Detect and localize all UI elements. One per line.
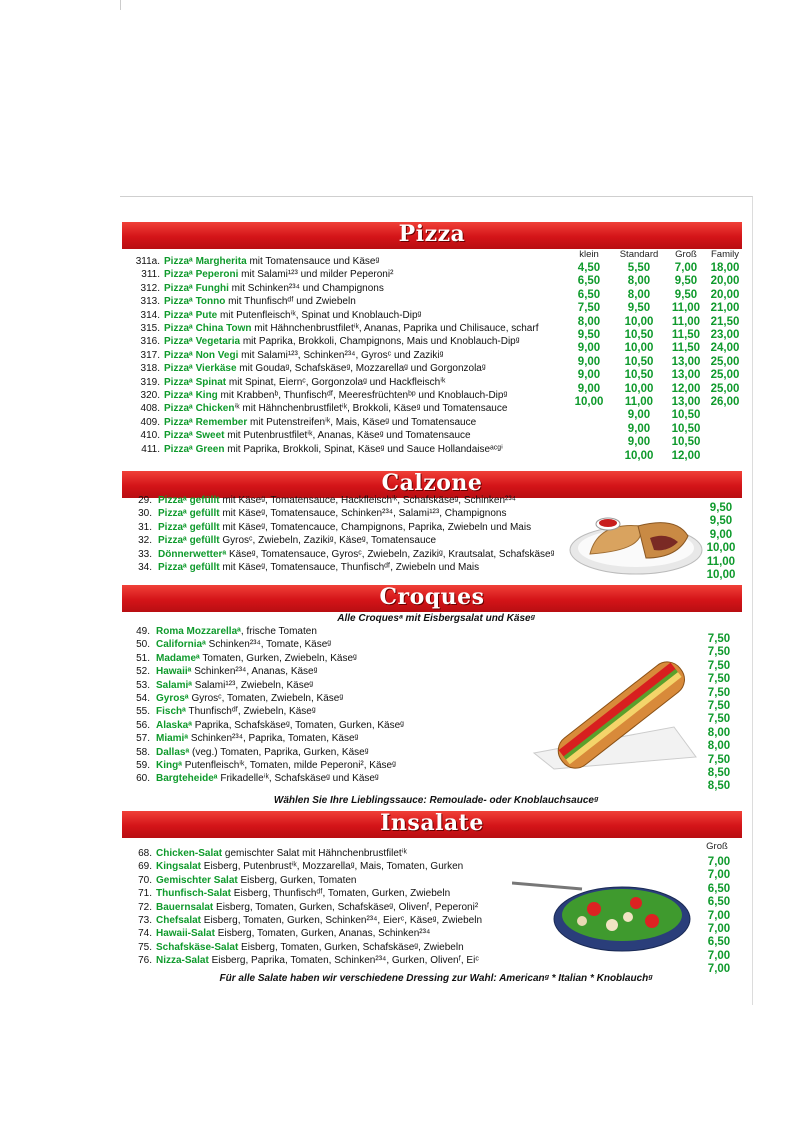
salad-photo xyxy=(512,859,692,953)
item-price: 7,50 xyxy=(707,686,731,699)
item-description: Tomaten, Gurken, Zwiebeln, Käseᵍ xyxy=(199,652,357,664)
item-number: 411. xyxy=(141,443,160,455)
item-name: Dönnerwetterᵃ xyxy=(158,548,227,560)
item-name: Pizzaᵃ gefüllt xyxy=(158,521,220,533)
croques-item xyxy=(120,625,740,639)
item-name: Gemischter Salat xyxy=(156,874,238,886)
item-price: 26,00 xyxy=(710,396,740,408)
item-price: 7,50 xyxy=(707,646,731,659)
item-number: 311a. xyxy=(135,256,160,267)
item-price: 20,00 xyxy=(710,288,740,301)
item-price: 7,00 xyxy=(707,949,731,962)
item-price: 25,00 xyxy=(710,355,740,368)
item-description: mit Putenfleischⁱᵏ, Spinat und Knoblauch-Dipᵍ xyxy=(217,309,422,321)
item-price: 6,50 xyxy=(707,896,731,909)
item-name: Hawaiiᵃ xyxy=(156,666,192,678)
item-name: Kingᵃ xyxy=(156,760,182,771)
item-price: 11,00 xyxy=(624,396,654,408)
item-name: Dallasᵃ xyxy=(156,746,190,758)
item-number: 55. xyxy=(136,706,150,718)
item-number: 69. xyxy=(138,861,152,873)
item-description: mit Käseᵍ, Tomatensauce, Hackfleischⁱᵏ, Schafskäseᵍ, Schinken²³⁴ xyxy=(219,495,516,506)
item-number: 319. xyxy=(140,376,160,388)
item-name: Nizza-Salat xyxy=(156,955,209,967)
item-number: 53. xyxy=(136,679,150,691)
item-description: Eisberg, Paprika, Tomaten, Schinken²³⁴, Gurken, Olivenᶠ, Eiᶜ xyxy=(208,955,479,967)
item-number: 32. xyxy=(138,535,152,547)
insalate-header xyxy=(122,811,742,838)
item-price: 6,50 xyxy=(707,936,731,949)
item-price: 10,50 xyxy=(624,355,654,368)
item-description: mit Hähnchenbrustfiletⁱᵏ, Ananas, Paprika und Chilisauce, scharf xyxy=(251,323,539,334)
croques-item xyxy=(120,638,740,652)
item-price: 13,00 xyxy=(671,369,701,382)
item-price: 13,00 xyxy=(671,396,701,408)
item-price: 7,50 xyxy=(707,713,731,726)
item-price: 7,50 xyxy=(707,700,731,712)
item-name: Pizzaᵃ gefüllt xyxy=(158,562,220,573)
item-price: 10,00 xyxy=(624,382,654,395)
item-price: 4,50 xyxy=(577,262,601,274)
item-price: 7,00 xyxy=(707,963,731,976)
insalate-item xyxy=(120,954,740,968)
item-description: mit Tomatensauce und Käseᵍ xyxy=(246,256,380,267)
item-price: 9,00 xyxy=(627,409,651,422)
item-name: Pizzaᵃ Tonno xyxy=(164,296,226,308)
item-number: 49. xyxy=(136,626,150,637)
item-price: 10,50 xyxy=(671,436,701,449)
croques-note-top: Alle Croquesᵃ mit Eisbergsalat und Käseᵍ xyxy=(337,613,535,624)
item-price: 7,00 xyxy=(707,856,731,868)
col-gross-salad: Groß xyxy=(706,841,728,852)
item-description: Paprika, Schafskäseᵍ, Tomaten, Gurken, Käseᵍ xyxy=(192,719,404,731)
item-price: 9,50 xyxy=(577,329,601,341)
item-price: 5,50 xyxy=(627,262,651,274)
item-description: Eisberg, Tomaten, Gurken, Schinken²³⁴, Eierᶜ, Käseᵍ, Zwiebeln xyxy=(201,915,483,926)
col-standard: Standard xyxy=(619,249,659,260)
item-price: 11,50 xyxy=(671,329,701,341)
item-price: 9,00 xyxy=(577,369,601,382)
item-price: 6,50 xyxy=(577,288,601,301)
item-number: 408. xyxy=(140,403,160,415)
item-description: mit Paprika, Brokkoli, Spinat, Käseᵍ und Sauce Hollandaiseᵃᶜᵍⁱ xyxy=(224,443,503,455)
item-price: 9,50 xyxy=(674,275,698,288)
item-name: Pizzaᵃ King xyxy=(164,390,218,401)
item-name: Pizzaᵃ Chicken xyxy=(164,403,235,415)
item-price: 8,00 xyxy=(707,726,731,739)
item-number: 311. xyxy=(141,269,160,281)
item-name: Pizzaᵃ Non Vegi xyxy=(164,349,239,361)
item-number: 316. xyxy=(140,336,160,348)
item-name: Schafskäse-Salat xyxy=(156,941,239,953)
item-number: 314. xyxy=(140,309,160,321)
item-description: Gyrosᶜ, Zwiebeln, Zazikiᵍ, Käseᵍ, Tomatensauce xyxy=(219,535,437,547)
item-number: 312. xyxy=(140,282,160,294)
item-name: Alaskaᵃ xyxy=(156,719,193,731)
item-name: Pizzaᵃ Vierkäse xyxy=(164,363,237,375)
item-number: 70. xyxy=(138,874,152,886)
item-name: Pizzaᵃ Green xyxy=(164,443,225,455)
item-price: 23,00 xyxy=(710,329,740,341)
item-number: 34. xyxy=(138,562,152,573)
item-description: Eisberg, Tomaten, Gurken, Ananas, Schinken²³⁴ xyxy=(214,928,431,940)
item-number: 410. xyxy=(140,430,160,442)
item-number: 320. xyxy=(140,390,160,401)
item-price: 8,50 xyxy=(707,767,731,779)
item-name: Pizzaᵃ China Town xyxy=(164,323,252,334)
item-price: 20,00 xyxy=(710,275,740,288)
item-description: Schinken²³⁴, Ananas, Käseᵍ xyxy=(191,666,318,678)
item-name: Californiaᵃ xyxy=(156,639,206,651)
col-gross: Groß xyxy=(675,249,697,260)
item-name: Salamiᵃ xyxy=(156,679,193,691)
item-description: mit Käseᵍ, Tomatensauce, Thunfischᵈᶠ, Zwiebeln und Mais xyxy=(219,562,480,573)
item-number: 409. xyxy=(140,416,160,428)
item-name: Bargteheideᵃ xyxy=(156,773,218,785)
item-name: Pizzaᵃ Sweet xyxy=(164,430,225,442)
item-price: 8,50 xyxy=(707,780,731,793)
item-name: Pizzaᵃ Pute xyxy=(164,309,218,321)
item-price: 6,50 xyxy=(707,882,731,895)
item-description: mit Paprika, Brokkoli, Champignons, Mais und Knoblauch-Dipᵍ xyxy=(240,336,520,348)
item-number: 50. xyxy=(136,639,150,651)
col-klein: klein xyxy=(579,249,599,260)
item-name: Pizzaᵃ Remember xyxy=(164,416,248,428)
item-price: 21,00 xyxy=(710,302,740,315)
item-number: 315. xyxy=(140,323,160,334)
item-description: ⁱᵏ mit Hähnchenbrustfiletⁱᵏ, Brokkoli, Käseᵍ und Tomatensauce xyxy=(234,403,508,415)
item-description: gemischter Salat mit Hähnchenbrustfiletⁱᵏ xyxy=(222,848,407,859)
item-name: Roma Mozzarellaᵃ xyxy=(156,626,241,637)
item-price: 11,50 xyxy=(671,342,701,355)
item-name: Pizzaᵃ gefüllt xyxy=(158,495,220,506)
item-price: 8,00 xyxy=(707,740,731,753)
item-price: 25,00 xyxy=(710,369,740,382)
item-price: 9,50 xyxy=(674,288,698,301)
item-price: 7,50 xyxy=(707,659,731,672)
item-price: 21,50 xyxy=(710,315,740,328)
item-description: Salami¹²³, Zwiebeln, Käseᵍ xyxy=(192,679,314,691)
item-price: 8,00 xyxy=(627,288,651,301)
item-number: 317. xyxy=(140,349,160,361)
item-number: 31. xyxy=(138,521,152,533)
item-description: Käseᵍ, Tomatensauce, Gyrosᶜ, Zwiebeln, Zazikiᵍ, Krautsalat, Schafskäseᵍ xyxy=(226,548,555,560)
item-price: 10,00 xyxy=(624,342,654,355)
item-number: 59. xyxy=(136,760,150,771)
menu-page xyxy=(120,196,753,1005)
item-name: Pizzaᵃ Margherita xyxy=(164,256,247,267)
item-name: Fischᵃ xyxy=(156,706,186,718)
pizza-header xyxy=(122,222,742,249)
item-price: 9,00 xyxy=(577,382,601,395)
item-price: 10,00 xyxy=(624,449,654,462)
item-price: 7,00 xyxy=(707,923,731,935)
item-name: Pizzaᵃ Funghi xyxy=(164,282,229,294)
item-price: 11,00 xyxy=(671,315,701,328)
item-description: Schinken²³⁴, Tomate, Käseᵍ xyxy=(205,639,332,651)
item-number: 56. xyxy=(136,719,150,731)
item-price: 10,50 xyxy=(624,329,654,341)
item-name: Pizzaᵃ gefüllt xyxy=(158,508,220,520)
item-name: Pizzaᵃ Peperoni xyxy=(164,269,239,281)
item-number: 60. xyxy=(136,773,150,785)
item-name: Miamiᵃ xyxy=(156,733,189,745)
item-description: Schinken²³⁴, Paprika, Tomaten, Käseᵍ xyxy=(188,733,359,745)
insalate-note-bottom: Für alle Salate haben wir verschiedene Dressing zur Wahl: Americanᵍ * Italian * Knoblauchᵍ xyxy=(219,973,653,984)
item-description: Eisberg, Gurken, Tomaten xyxy=(237,874,357,886)
item-price: 11,00 xyxy=(706,555,736,568)
item-description: mit Spinat, Eiernᶜ, Gorgonzolaᵍ und Hackfleischⁱᵏ xyxy=(226,376,446,388)
item-price: 9,50 xyxy=(709,502,733,514)
item-description: mit Krabbenᵇ, Thunfischᵈᶠ, Meeresfrüchtenᵇᵖ und Knoblauch-Dipᵍ xyxy=(217,390,508,401)
item-description: Eisberg, Putenbrustⁱᵏ, Mozzarellaᵍ, Mais, Tomaten, Gurken xyxy=(201,861,464,873)
item-name: Chicken-Salat xyxy=(156,848,223,859)
croques-note-bottom: Wählen Sie Ihre Lieblingssauce: Remoulade- oder Knoblauchsauceᵍ xyxy=(273,795,599,806)
item-description: Gyrosᶜ, Tomaten, Zwiebeln, Käseᵍ xyxy=(188,693,344,704)
item-price: 9,50 xyxy=(709,515,733,528)
item-description: , frische Tomaten xyxy=(240,626,317,637)
item-price: 9,50 xyxy=(627,302,651,315)
item-name: Pizzaᵃ Spinat xyxy=(164,376,227,388)
pizza-title: Pizza xyxy=(398,221,466,247)
item-price: 10,50 xyxy=(671,409,701,422)
item-name: Gyrosᵃ xyxy=(156,693,189,704)
item-price: 6,50 xyxy=(577,275,601,288)
item-name: Madameᵃ xyxy=(156,652,200,664)
item-description: Frikadelleⁱᵏ, Schafskäseᵍ und Käseᵍ xyxy=(217,773,379,785)
item-price: 7,50 xyxy=(577,302,601,315)
item-description: mit Salami¹²³, Schinken²³⁴, Gyrosᶜ und Zazikiᵍ xyxy=(238,349,444,361)
item-number: 75. xyxy=(138,941,152,953)
item-number: 71. xyxy=(138,888,152,900)
croques-item xyxy=(120,772,740,786)
item-name: Hawaii-Salat xyxy=(156,928,215,940)
item-number: 72. xyxy=(138,901,152,913)
item-price: 10,00 xyxy=(624,315,654,328)
item-price: 7,00 xyxy=(707,869,731,882)
item-name: Pizzaᵃ Vegetaria xyxy=(164,336,241,348)
item-price: 10,00 xyxy=(706,569,736,581)
item-description: mit Käseᵍ, Tomatensauce, Schinken²³⁴, Salami¹²³, Champignons xyxy=(219,508,507,520)
item-price: 10,00 xyxy=(574,396,604,408)
item-number: 52. xyxy=(136,666,150,678)
croques-header xyxy=(122,585,742,612)
item-number: 313. xyxy=(140,296,160,308)
item-description: Eisberg, Tomaten, Gurken, Schafskäseᵍ, Zwiebeln xyxy=(238,941,464,953)
item-number: 29. xyxy=(138,495,152,506)
item-price: 10,50 xyxy=(671,422,701,435)
item-price: 7,50 xyxy=(707,633,731,645)
item-price: 24,00 xyxy=(710,342,740,355)
calzone-photo xyxy=(568,502,704,578)
col-family: Family xyxy=(711,249,739,260)
item-number: 54. xyxy=(136,693,150,704)
calzone-title: Calzone xyxy=(381,470,483,496)
item-price: 7,00 xyxy=(674,262,698,274)
item-price: 13,00 xyxy=(671,355,701,368)
item-description: mit Putenstreifenⁱᵏ, Mais, Käseᵍ und Tomatensauce xyxy=(247,416,477,428)
item-number: 68. xyxy=(138,848,152,859)
item-price: 12,00 xyxy=(671,382,701,395)
item-price: 12,00 xyxy=(671,449,701,462)
item-price: 7,00 xyxy=(707,909,731,922)
item-price: 10,50 xyxy=(624,369,654,382)
item-price: 9,00 xyxy=(627,422,651,435)
item-number: 76. xyxy=(138,955,152,967)
item-number: 73. xyxy=(138,915,152,926)
item-price: 9,00 xyxy=(577,355,601,368)
item-description: mit Putenbrustfiletⁱᵏ, Ananas, Käseᵍ und Tomatensauce xyxy=(224,430,471,442)
item-price: 7,50 xyxy=(707,753,731,766)
croques-title: Croques xyxy=(379,584,485,610)
item-number: 57. xyxy=(136,733,150,745)
item-number: 318. xyxy=(140,363,160,375)
item-description: mit Salami¹²³ und milder Peperoni² xyxy=(238,269,394,281)
item-price: 9,00 xyxy=(627,436,651,449)
item-name: Chefsalat xyxy=(156,915,202,926)
item-price: 25,00 xyxy=(710,382,740,395)
item-number: 51. xyxy=(136,652,150,664)
item-name: Bauernsalat xyxy=(156,901,214,913)
item-description: Eisberg, Thunfischᵈᶠ, Tomaten, Gurken, Zwiebeln xyxy=(231,888,451,900)
item-description: Putenfleischⁱᵏ, Tomaten, milde Peperoni², Käseᵍ xyxy=(182,760,396,771)
item-description: mit Schinken²³⁴ und Champignons xyxy=(228,282,384,294)
item-name: Kingsalat xyxy=(156,861,202,873)
item-price: 11,00 xyxy=(671,302,701,315)
item-number: 74. xyxy=(138,928,152,940)
insalate-title: Insalate xyxy=(380,810,484,836)
item-price: 9,00 xyxy=(577,342,601,355)
item-price: 18,00 xyxy=(710,262,740,274)
item-price: 10,00 xyxy=(706,542,736,555)
item-price: 9,00 xyxy=(709,528,733,541)
item-description: mit Käseᵍ, Tomatencauce, Champignons, Paprika, Zwiebeln und Mais xyxy=(219,521,532,533)
item-name: Pizzaᵃ gefüllt xyxy=(158,535,220,547)
item-description: mit Thunfischᵈᶠ und Zwiebeln xyxy=(225,296,356,308)
item-description: (veg.) Tomaten, Paprika, Gurken, Käseᵍ xyxy=(189,746,369,758)
item-price: 8,00 xyxy=(627,275,651,288)
item-description: Thunfischᵈᶠ, Zwiebeln, Käseᵍ xyxy=(185,706,316,718)
item-number: 30. xyxy=(138,508,152,520)
item-price: 8,00 xyxy=(577,315,601,328)
croque-photo xyxy=(524,657,702,773)
item-number: 33. xyxy=(138,548,152,560)
item-description: mit Goudaᵍ, Schafskäseᵍ, Mozzarellaᵍ und Gorgonzolaᵍ xyxy=(236,363,486,375)
item-name: Thunfisch-Salat xyxy=(156,888,232,900)
item-description: Eisberg, Tomaten, Gurken, Schafskäseᵍ, Olivenᶠ, Peperoni² xyxy=(213,901,479,913)
item-price: 7,50 xyxy=(707,673,731,686)
item-number: 58. xyxy=(136,746,150,758)
